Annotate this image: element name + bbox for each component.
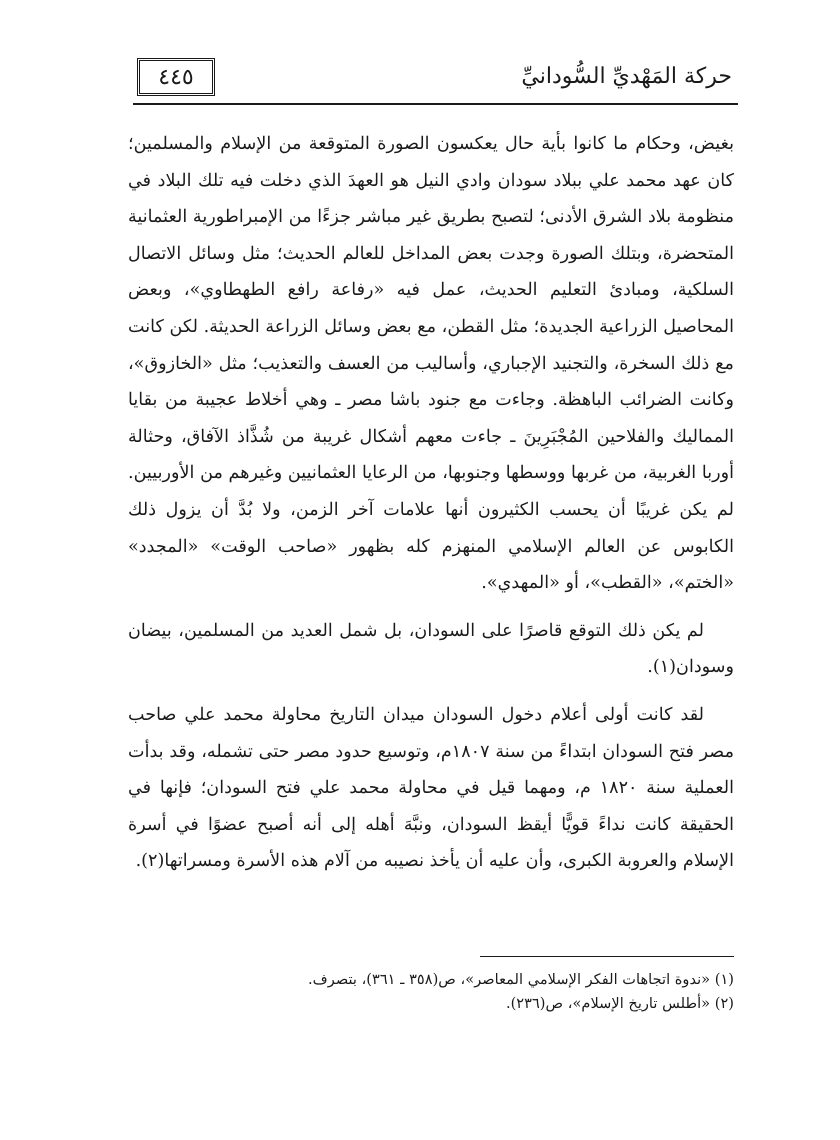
footnote-1: (١) «ندوة اتجاهات الفكر الإسلامي المعاصر»، ص(٣٥٨ ـ ٣٦١)، بتصرف. <box>308 971 734 988</box>
paragraph-2: لم يكن ذلك التوقع قاصرًا على السودان، بل شمل العديد من المسلمين، بيضان وسودان(١). <box>128 620 734 678</box>
footnote-separator <box>480 956 734 957</box>
footnotes <box>128 968 734 1016</box>
paragraph-3: لقد كانت أولى أعلام دخول السودان ميدان التاريخ محاولة محمد علي صاحب مصر فتح السودان ابتداءً من سنة ١٨٠٧م، وتوسيع حدود مصر حتى تشمله، وقد بدأت العملية سنة ١٨٢٠ م، ومهما قيل في محاولة محمد علي فتح السودان؛ فإنها في الحقيقة كانت نداءً قويًّا أيقظ السودان، ونبَّهَ أهله إلى أنه أصبح عضوًا في أسرة الإسلام والعروبة الكبرى، وأن عليه أن يأخذ نصيبه من آلام هذه الأسرة ومسراتها(٢). <box>128 704 734 872</box>
paragraph-1: بغيض، وحكام ما كانوا بأية حال يعكسون الصورة المتوقعة من الإسلام والمسلمين؛ كان عهد محمد علي ببلاد سودان وادي النيل هو العهدَ الذي دخلت فيه تلك البلاد في منظومة بلاد الشرق الأدنى؛ لتصبح بطريق غير مباشر جزءًا من الإمبراطورية العثمانية المتحضرة، وبتلك الصورة وجدت بعض المداخل للعالم الحديث؛ مثل وسائل الاتصال السلكية، ومبادئ التعليم الحديث، عمل فيه «رفاعة رافع الطهطاوي»، وبعض المحاصيل الزراعية الجديدة؛ مثل القطن، مع بعض وسائل الزراعة الحديثة. لكن كانت مع ذلك السخرة، والتجنيد الإجباري، وأساليب من العسف والتعذيب؛ مثل «الخازوق»، وكانت الضرائب الباهظة. وجاءت مع جنود باشا مصر ـ وهي أخلاط عجيبة من بقايا المماليك والفلاحين المُجْبَرِينَ ـ جاءت معهم أشكال غريبة من شُذَّاذ الآفاق، وحثالة أوربا الغربية، من غربها ووسطها وجنوبها، من الرعايا العثمانيين وغيرهم من الأوربيين. لم يكن غريبًا أن يحسب الكثيرون أنها علامات آخر الزمن، ولا بُدَّ أن يزول ذلك الكابوس عن العالم الإسلامي المنهزم كله بظهور «صاحب الوقت» «المجدد» «الختم»، «القطب»، أو «المهدي». <box>128 134 734 594</box>
running-title: حركة المَهْديِّ السُّودانيِّ <box>521 64 732 89</box>
page-number: ٤٤٥ <box>137 58 215 96</box>
header-rule <box>133 103 738 105</box>
footnote-2: (٢) «أطلس تاريخ الإسلام»، ص(٢٣٦). <box>505 995 734 1012</box>
page-header <box>133 56 738 108</box>
main-text <box>128 126 734 880</box>
